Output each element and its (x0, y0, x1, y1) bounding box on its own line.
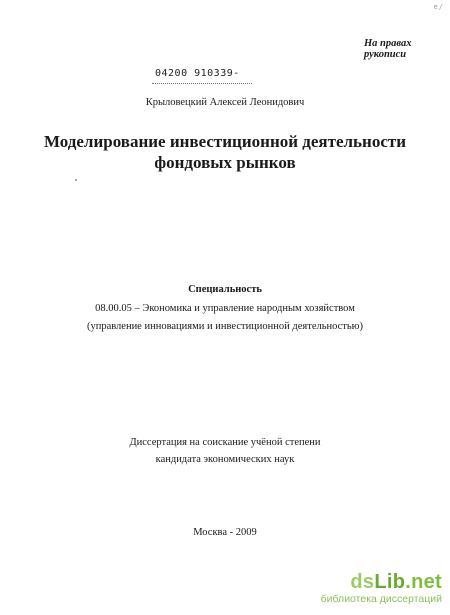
rights-note: На правах рукописи (364, 38, 412, 60)
specialty-description: (управление инновациями и инвестиционной деятельностью) (86, 321, 364, 332)
degree-line-2: кандидата экономических наук (155, 454, 295, 465)
title-line-2: фондовых рынков (154, 153, 296, 172)
specialty-code: 08.00.05 – Экономика и управление народным хозяйством (95, 303, 355, 314)
corner-mark: e/ (433, 3, 444, 11)
dslib-logo[interactable] (321, 572, 442, 592)
scan-speck (75, 179, 77, 181)
city-year: Москва - 2009 (193, 527, 257, 538)
dissertation-title (0, 131, 450, 173)
logo-net: .net (405, 571, 442, 593)
author-name: Крыловецкий Алексей Леонидович (145, 97, 305, 108)
specialty-heading: Специальность (188, 284, 262, 295)
logo-lib: Lib (374, 571, 406, 593)
logo-ds: ds (350, 571, 375, 593)
dslib-watermark[interactable] (321, 572, 442, 605)
dslib-subtitle: библиотека диссертаций (320, 593, 442, 605)
degree-line-1: Диссертация на соискание учёной степени (129, 437, 321, 448)
inventory-stamp-underline (152, 81, 252, 84)
inventory-stamp-number: 04200 910339- (155, 68, 240, 79)
title-line-1: Моделирование инвестиционной деятельности (43, 132, 407, 151)
